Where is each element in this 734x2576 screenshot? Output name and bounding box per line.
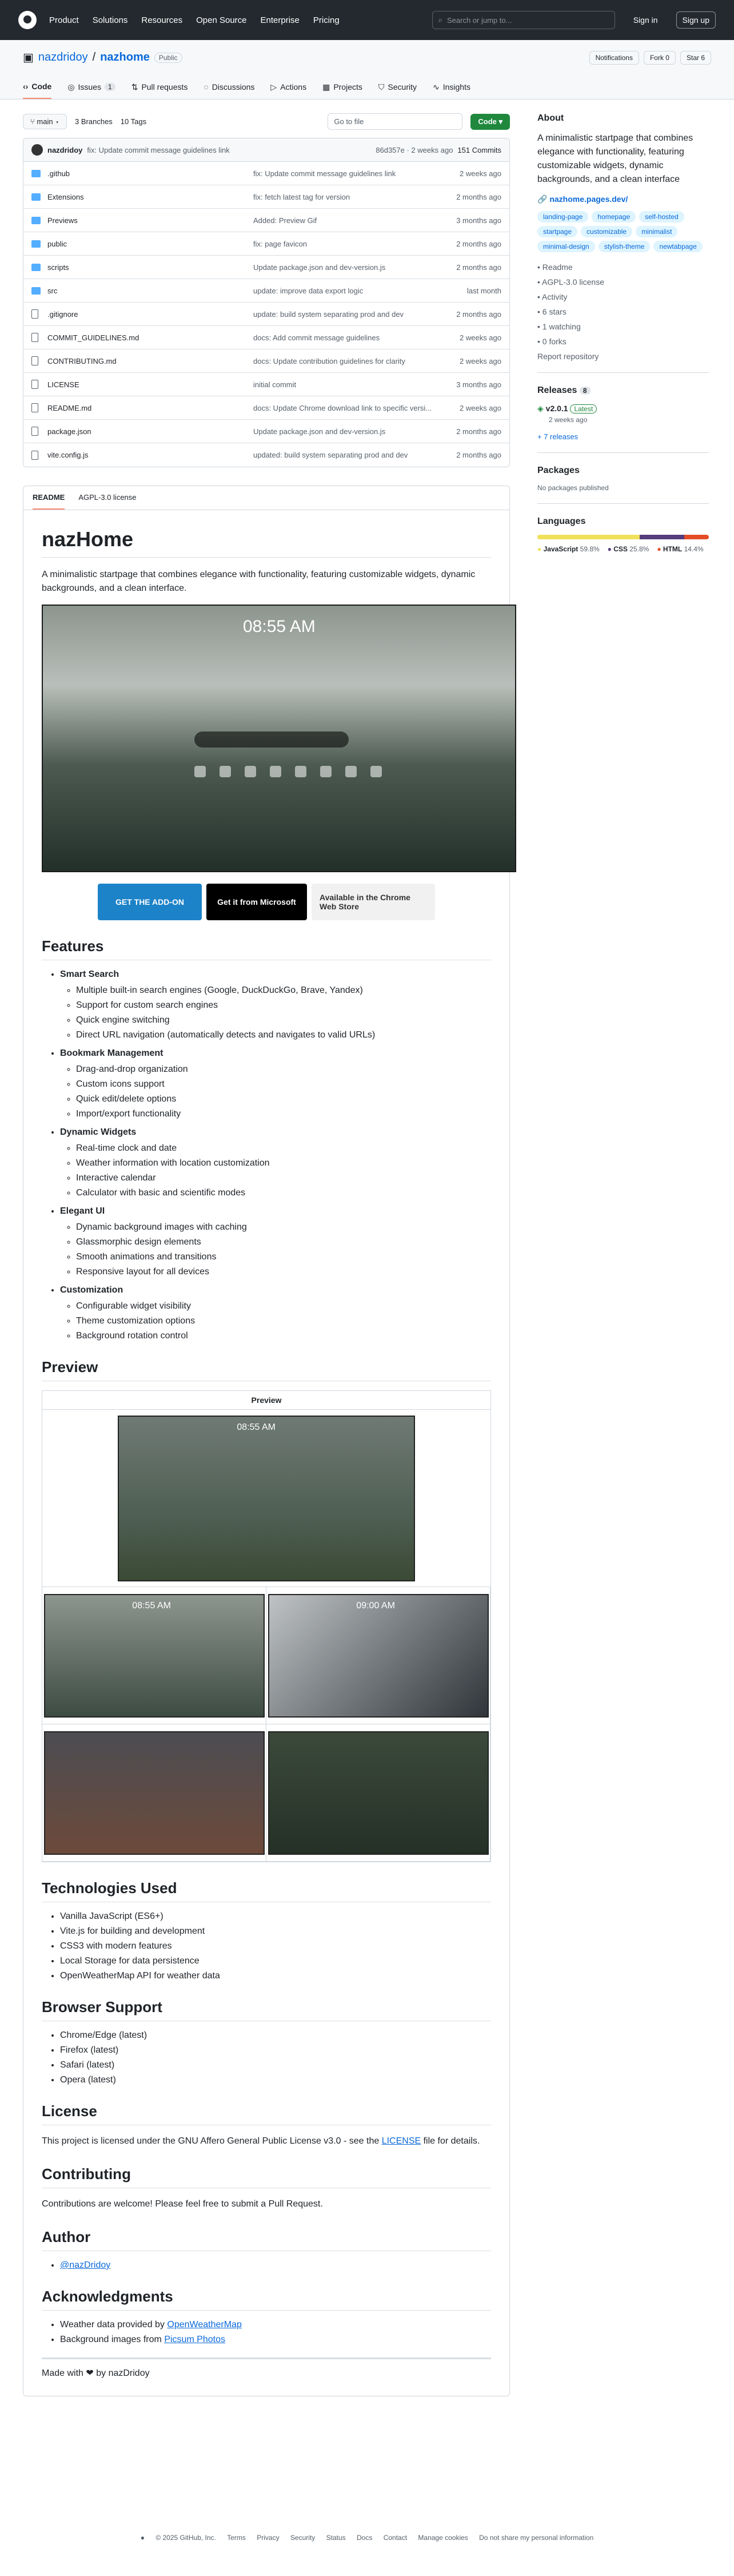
footer-docs[interactable]: Docs bbox=[357, 2534, 373, 2542]
repo-owner-link[interactable]: nazdridoy bbox=[38, 51, 88, 63]
language-dot-icon: ● bbox=[607, 545, 614, 553]
file-name[interactable]: Extensions bbox=[47, 192, 84, 201]
chrome-store-badge[interactable]: Available in the Chrome Web Store bbox=[312, 884, 435, 920]
meta-item[interactable]: • AGPL-3.0 license bbox=[537, 277, 604, 287]
latest-commit bbox=[23, 138, 509, 162]
tab-actions[interactable]: ▷ Actions bbox=[270, 82, 307, 92]
notifications-button[interactable]: Notifications bbox=[589, 51, 639, 65]
fork-icon: • bbox=[537, 337, 542, 346]
preview-image-4 bbox=[268, 1731, 489, 1855]
meta-item[interactable]: Report repository bbox=[537, 352, 599, 361]
file-row[interactable] bbox=[23, 420, 509, 443]
footer-do-not-share[interactable]: Do not share my personal information bbox=[479, 2534, 594, 2542]
contributing-text: Contributions are welcome! Please feel free to submit a Pull Request. bbox=[42, 2199, 323, 2209]
preview-image-2: 09:00 AM bbox=[268, 1594, 489, 1718]
feature-subitem: ◦ Quick engine switching bbox=[76, 1015, 491, 1025]
nav-product[interactable]: Product bbox=[49, 15, 79, 25]
topic-tag[interactable]: minimalist bbox=[636, 226, 677, 237]
license-link[interactable]: LICENSE bbox=[381, 2136, 421, 2146]
commit-hash[interactable]: 86d357e · 2 weeks ago bbox=[376, 145, 453, 154]
book-icon: • bbox=[537, 263, 542, 272]
features-list bbox=[60, 969, 491, 1341]
commit-message[interactable]: fix: Update commit message guidelines link bbox=[87, 145, 230, 154]
file-commit-message[interactable]: update: improve data export logic bbox=[253, 286, 364, 295]
file-icon bbox=[31, 403, 38, 412]
list-item: • Chrome/Edge (latest) bbox=[60, 2030, 491, 2041]
feature-subitem: ◦ Import/export functionality bbox=[76, 1109, 491, 1119]
feature-title: Customization bbox=[60, 1285, 123, 1295]
main-column bbox=[23, 100, 510, 2396]
latest-badge: Latest bbox=[570, 404, 597, 414]
feature-subitem: ◦ Custom icons support bbox=[76, 1079, 491, 1090]
file-name[interactable]: CONTRIBUTING.md bbox=[47, 356, 117, 365]
file-commit-message[interactable]: Update package.json and dev-version.js bbox=[253, 427, 386, 436]
topic-tag[interactable]: minimal-design bbox=[537, 241, 595, 252]
folder-icon bbox=[31, 217, 41, 224]
file-date: 2 months ago bbox=[456, 309, 501, 319]
file-date: 2 months ago bbox=[456, 192, 501, 201]
topic-tag[interactable]: stylish-theme bbox=[599, 241, 651, 252]
feature-subitem: ◦ Real-time clock and date bbox=[76, 1143, 491, 1154]
openweathermap-link[interactable]: OpenWeatherMap bbox=[167, 2320, 242, 2329]
ack-weather: • Weather data provided by OpenWeatherMap bbox=[60, 2320, 491, 2330]
star-icon: • bbox=[537, 307, 542, 316]
branch-icon: ⑂ bbox=[30, 117, 37, 126]
tech-heading: Technologies Used bbox=[42, 1879, 491, 1902]
store-badges bbox=[42, 884, 491, 920]
list-item: • Local Storage for data persistence bbox=[60, 1956, 491, 1966]
file-name[interactable]: LICENSE bbox=[47, 380, 79, 389]
tab-projects[interactable]: ▦ Projects bbox=[322, 82, 362, 92]
file-commit-message[interactable]: fix: fetch latest tag for version bbox=[253, 192, 350, 201]
file-date: 2 months ago bbox=[456, 263, 501, 272]
picsum-link[interactable]: Picsum Photos bbox=[164, 2335, 226, 2344]
feature-subitem: ◦ Interactive calendar bbox=[76, 1173, 491, 1183]
file-date: 2 months ago bbox=[456, 239, 501, 248]
preview-image-3 bbox=[44, 1731, 265, 1855]
release-date: 2 weeks ago bbox=[549, 416, 588, 424]
meta-item[interactable]: • 0 forks bbox=[537, 337, 567, 346]
preview-heading: Preview bbox=[42, 1358, 491, 1381]
file-commit-message[interactable]: docs: Add commit message guidelines bbox=[253, 333, 380, 342]
file-date: 3 months ago bbox=[456, 216, 501, 225]
file-icon bbox=[31, 380, 38, 389]
nav-open-source[interactable]: Open Source bbox=[196, 15, 247, 25]
file-date: last month bbox=[467, 286, 501, 295]
discussions-icon: ◌ bbox=[204, 82, 209, 92]
topic-tag[interactable]: newtabpage bbox=[653, 241, 702, 252]
feature-subitem: ◦ Direct URL navigation (automatically detects and navigates to valid URLs) bbox=[76, 1030, 491, 1040]
folder-icon bbox=[31, 193, 41, 201]
pull-request-icon: ⇅ bbox=[131, 82, 138, 92]
feature-item bbox=[60, 969, 491, 1040]
visibility-badge: Public bbox=[154, 53, 182, 63]
tab-discussions[interactable]: ◌ Discussions bbox=[204, 82, 255, 92]
feature-item bbox=[60, 1127, 491, 1198]
file-row[interactable] bbox=[23, 443, 509, 467]
contributing-heading: Contributing bbox=[42, 2165, 491, 2188]
folder-icon bbox=[31, 287, 41, 295]
commit-author[interactable]: nazdridoy bbox=[47, 145, 83, 154]
tab-readme[interactable]: README bbox=[33, 486, 65, 510]
search-icon: ⌕ bbox=[438, 15, 442, 24]
language-segment bbox=[640, 535, 684, 539]
feature-subitem: ◦ Glassmorphic design elements bbox=[76, 1237, 491, 1247]
file-row[interactable] bbox=[23, 396, 509, 420]
release-version[interactable]: v2.0.1 bbox=[545, 404, 568, 413]
language-dot-icon: ● bbox=[537, 545, 544, 553]
readme-intro: A minimalistic startpage that combines elegance with functionality, featuring customizable widgets, dynamic backgrounds, and a clean interface. bbox=[42, 570, 476, 593]
file-icon bbox=[31, 333, 38, 342]
nav-enterprise[interactable]: Enterprise bbox=[260, 15, 300, 25]
file-icon bbox=[31, 427, 38, 436]
projects-icon: ▦ bbox=[322, 82, 330, 92]
languages-section bbox=[537, 503, 709, 553]
graph-icon: ∿ bbox=[433, 82, 440, 92]
list-item: • CSS3 with modern features bbox=[60, 1941, 491, 1951]
footer-security[interactable]: Security bbox=[290, 2534, 316, 2542]
list-item: • Safari (latest) bbox=[60, 2060, 491, 2070]
packages-heading[interactable]: Packages bbox=[537, 466, 580, 475]
feature-subitem: ◦ Calculator with basic and scientific modes bbox=[76, 1188, 491, 1198]
microsoft-badge[interactable]: Get it from Microsoft bbox=[206, 884, 307, 920]
footer-contact[interactable]: Contact bbox=[383, 2534, 408, 2542]
topic-tag[interactable]: homepage bbox=[592, 211, 636, 222]
footer-github-icon: ● bbox=[140, 2534, 145, 2542]
file-commit-message[interactable]: Update package.json and dev-version.js bbox=[253, 263, 386, 272]
issues-count: 1 bbox=[105, 83, 115, 91]
star-button[interactable]: Star 6 bbox=[680, 51, 711, 65]
copyright: © 2025 GitHub, Inc. bbox=[155, 2534, 216, 2542]
footer-status[interactable]: Status bbox=[326, 2534, 346, 2542]
releases-section bbox=[537, 372, 709, 441]
releases-heading[interactable]: Releases bbox=[537, 385, 577, 395]
feature-subitem: ◦ Responsive layout for all devices bbox=[76, 1267, 491, 1277]
folder-icon bbox=[31, 264, 41, 271]
preview-table-header: Preview bbox=[42, 1391, 490, 1410]
list-item: • Firefox (latest) bbox=[60, 2045, 491, 2056]
repo-icon: ▣ bbox=[23, 51, 34, 64]
language-item[interactable]: ● JavaScript 59.8% bbox=[537, 545, 600, 553]
file-commit-message[interactable]: update: build system separating prod and dev bbox=[253, 309, 404, 319]
hero-screenshot bbox=[42, 605, 516, 872]
feature-subitem: ◦ Multiple built-in search engines (Google, DuckDuckGo, Brave, Yandex) bbox=[76, 985, 491, 996]
firefox-addon-badge[interactable]: GET THE ADD-ON bbox=[98, 884, 202, 920]
language-dot-icon: ● bbox=[657, 545, 663, 553]
footer bbox=[0, 2534, 734, 2542]
readme-tabs bbox=[23, 486, 509, 510]
feature-item bbox=[60, 1048, 491, 1119]
packages-empty: No packages published bbox=[537, 484, 609, 492]
file-commit-message[interactable]: docs: Update contribution guidelines for clarity bbox=[253, 356, 405, 365]
avatar[interactable] bbox=[31, 144, 43, 156]
language-segment bbox=[684, 535, 709, 539]
list-item: • Vanilla JavaScript (ES6+) bbox=[60, 1911, 491, 1922]
made-with-line: Made with ❤ by nazDridoy bbox=[42, 2358, 491, 2379]
list-item: • OpenWeatherMap API for weather data bbox=[60, 1971, 491, 1981]
tag-icon: ◈ bbox=[537, 404, 546, 413]
browser-list bbox=[42, 2030, 491, 2085]
folder-icon bbox=[31, 240, 41, 248]
file-name[interactable]: .github bbox=[47, 169, 70, 178]
file-name[interactable]: README.md bbox=[47, 403, 92, 412]
nav-resources[interactable]: Resources bbox=[141, 15, 183, 25]
code-dropdown-button[interactable]: Code ▾ bbox=[470, 114, 510, 130]
github-logo-icon[interactable] bbox=[18, 11, 37, 29]
feature-subitem: ◦ Theme customization options bbox=[76, 1316, 491, 1326]
more-releases-link[interactable]: + 7 releases bbox=[537, 432, 579, 441]
tab-code[interactable]: ‹› Code bbox=[23, 77, 51, 99]
feature-subitem: ◦ Smooth animations and transitions bbox=[76, 1252, 491, 1262]
file-name[interactable]: scripts bbox=[47, 263, 69, 272]
homepage-link[interactable]: 🔗 nazhome.pages.dev/ bbox=[537, 194, 628, 204]
meta-item[interactable]: • Readme bbox=[537, 263, 573, 272]
nav-solutions[interactable]: Solutions bbox=[92, 15, 128, 25]
pulse-icon: • bbox=[537, 292, 542, 301]
preview-gif: 08:55 AM bbox=[118, 1416, 415, 1581]
feature-item bbox=[60, 1285, 491, 1341]
topic-tag[interactable]: landing-page bbox=[537, 211, 588, 222]
file-commit-message[interactable]: fix: Update commit message guidelines link bbox=[253, 169, 396, 178]
language-segment bbox=[537, 535, 640, 539]
file-date: 2 weeks ago bbox=[460, 403, 501, 412]
list-item: • Opera (latest) bbox=[60, 2075, 491, 2085]
file-row[interactable] bbox=[23, 185, 509, 209]
releases-count: 8 bbox=[580, 387, 591, 395]
feature-title: Bookmark Management bbox=[60, 1048, 163, 1058]
about-heading: About bbox=[537, 113, 564, 123]
global-header bbox=[0, 0, 734, 40]
file-row[interactable] bbox=[23, 209, 509, 232]
readme-title: nazHome bbox=[42, 527, 491, 558]
feature-subitem: ◦ Support for custom search engines bbox=[76, 1000, 491, 1011]
file-name[interactable]: COMMIT_GUIDELINES.md bbox=[47, 333, 139, 342]
packages-section bbox=[537, 452, 709, 492]
file-icon bbox=[31, 451, 38, 460]
hero-bookmarks bbox=[194, 766, 382, 777]
search-input[interactable]: ⌕ Search or jump to... bbox=[432, 11, 615, 29]
file-name[interactable]: public bbox=[47, 239, 67, 248]
file-row[interactable] bbox=[23, 373, 509, 396]
file-date: 2 months ago bbox=[456, 451, 501, 459]
file-commit-message[interactable]: fix: page favicon bbox=[253, 239, 307, 248]
file-date: 2 weeks ago bbox=[460, 333, 501, 342]
file-row[interactable] bbox=[23, 303, 509, 326]
commits-count[interactable]: 151 Commits bbox=[457, 145, 501, 154]
tags-link[interactable]: 10 Tags bbox=[120, 117, 147, 126]
file-commit-message[interactable]: updated: build system separating prod and dev bbox=[253, 451, 408, 459]
sidebar bbox=[537, 100, 709, 2396]
about-description: A minimalistic startpage that combines elegance with functionality, featuring customizable widgets, dynamic backgrounds, and a clean interface bbox=[537, 133, 693, 184]
ack-heading: Acknowledgments bbox=[42, 2288, 491, 2311]
tab-pull-requests[interactable]: ⇅ Pull requests bbox=[131, 82, 188, 92]
author-heading: Author bbox=[42, 2228, 491, 2251]
browser-heading: Browser Support bbox=[42, 1998, 491, 2021]
feature-subitem: ◦ Configurable widget visibility bbox=[76, 1301, 491, 1311]
shield-icon: ⛉ bbox=[378, 82, 385, 92]
global-nav bbox=[49, 15, 340, 25]
license-heading: License bbox=[42, 2102, 491, 2125]
file-name[interactable]: src bbox=[47, 286, 58, 295]
meta-item[interactable]: • Activity bbox=[537, 292, 568, 301]
topic-tag[interactable]: self-hosted bbox=[639, 211, 684, 222]
eye-icon: • bbox=[537, 322, 542, 331]
file-date: 2 weeks ago bbox=[460, 356, 501, 365]
actions-icon: ▷ bbox=[270, 82, 277, 92]
meta-item[interactable]: • 1 watching bbox=[537, 322, 581, 331]
topic-tag[interactable]: customizable bbox=[581, 226, 632, 237]
readme-panel bbox=[23, 486, 510, 2396]
tab-license[interactable]: AGPL-3.0 license bbox=[78, 493, 137, 502]
repo-meta bbox=[537, 263, 709, 361]
file-row[interactable] bbox=[23, 232, 509, 256]
branches-link[interactable]: 3 Branches bbox=[75, 117, 113, 126]
footer-privacy[interactable]: Privacy bbox=[257, 2534, 280, 2542]
folder-icon bbox=[31, 170, 41, 177]
repo-tabs bbox=[23, 77, 711, 99]
hero-clock: 08:55 AM bbox=[243, 617, 316, 636]
link-icon: 🔗 bbox=[537, 194, 550, 204]
repo-name-link[interactable]: nazhome bbox=[100, 51, 150, 63]
feature-title: Smart Search bbox=[60, 969, 119, 979]
feature-subitem: ◦ Drag-and-drop organization bbox=[76, 1064, 491, 1075]
file-commit-message[interactable]: Added: Preview Gif bbox=[253, 216, 317, 225]
footer-cookies[interactable]: Manage cookies bbox=[418, 2534, 468, 2542]
preview-image-1: 08:55 AM bbox=[44, 1594, 265, 1718]
file-name[interactable]: Previews bbox=[47, 216, 78, 225]
tab-security[interactable]: ⛉ Security bbox=[378, 82, 417, 92]
file-row[interactable] bbox=[23, 162, 509, 185]
feature-subitem: ◦ Dynamic background images with caching bbox=[76, 1222, 491, 1233]
issues-icon: ◎ bbox=[67, 82, 75, 92]
feature-subitem: ◦ Weather information with location customization bbox=[76, 1158, 491, 1168]
file-name[interactable]: vite.config.js bbox=[47, 451, 89, 459]
file-name[interactable]: package.json bbox=[47, 427, 91, 436]
topic-tag[interactable]: startpage bbox=[537, 226, 577, 237]
code-icon: ‹› bbox=[23, 82, 29, 91]
feature-subitem: ◦ Quick edit/delete options bbox=[76, 1094, 491, 1104]
file-icon bbox=[31, 309, 38, 319]
file-row[interactable] bbox=[23, 279, 509, 303]
file-commit-message[interactable]: docs: Update Chrome download link to specific versi... bbox=[253, 403, 432, 412]
languages-heading: Languages bbox=[537, 516, 586, 526]
repo-header: ▣ nazdridoy / nazhome Public Notifications Fork 0 Star 6 ‹› Code ◎ Issues 1 ⇅ Pull requests ◌ Discussions ▷ Actions ▦ Projects ⛉ Security ∿ Insights bbox=[0, 40, 734, 100]
file-date: 2 weeks ago bbox=[460, 169, 501, 178]
meta-item[interactable]: • 6 stars bbox=[537, 307, 567, 316]
tab-insights[interactable]: ∿ Insights bbox=[433, 82, 470, 92]
sign-in-button[interactable]: Sign in bbox=[633, 15, 658, 25]
ack-images: • Background images from Picsum Photos bbox=[60, 2335, 491, 2345]
file-list bbox=[23, 138, 510, 467]
features-heading: Features bbox=[42, 937, 491, 960]
file-icon bbox=[31, 356, 38, 365]
footer-terms[interactable]: Terms bbox=[227, 2534, 246, 2542]
file-date: 2 months ago bbox=[456, 427, 501, 436]
branch-select[interactable]: ⑂ main ▾ bbox=[23, 114, 67, 129]
language-item[interactable]: ● HTML 14.4% bbox=[657, 545, 704, 553]
feature-subitem: ◦ Background rotation control bbox=[76, 1331, 491, 1341]
law-icon: • bbox=[537, 277, 542, 287]
language-item[interactable]: ● CSS 25.8% bbox=[607, 545, 649, 553]
topics bbox=[537, 211, 709, 252]
file-name[interactable]: .gitignore bbox=[47, 309, 78, 319]
list-item: • Vite.js for building and development bbox=[60, 1926, 491, 1937]
fork-button[interactable]: Fork 0 bbox=[644, 51, 676, 65]
feature-item bbox=[60, 1206, 491, 1277]
file-row[interactable] bbox=[23, 256, 509, 279]
language-bar bbox=[537, 535, 709, 539]
hero-search-bar bbox=[194, 732, 349, 748]
file-commit-message[interactable]: initial commit bbox=[253, 380, 297, 389]
preview-table bbox=[42, 1390, 491, 1862]
file-row[interactable] bbox=[23, 326, 509, 349]
sign-up-button[interactable]: Sign up bbox=[676, 11, 716, 29]
code-toolbar bbox=[23, 113, 510, 130]
file-date: 3 months ago bbox=[456, 380, 501, 389]
author-link[interactable]: @nazDridoy bbox=[60, 2260, 111, 2270]
file-row[interactable] bbox=[23, 349, 509, 373]
tech-list bbox=[42, 1911, 491, 1981]
feature-title: Elegant UI bbox=[60, 1206, 105, 1216]
tab-issues[interactable]: ◎ Issues 1 bbox=[67, 77, 115, 99]
go-to-file-input[interactable]: Go to file bbox=[328, 113, 462, 130]
license-text: This project is licensed under the GNU Affero General Public License v3.0 - see the LICENSE file for details. bbox=[42, 2136, 480, 2146]
feature-title: Dynamic Widgets bbox=[60, 1127, 137, 1137]
nav-pricing[interactable]: Pricing bbox=[313, 15, 340, 25]
